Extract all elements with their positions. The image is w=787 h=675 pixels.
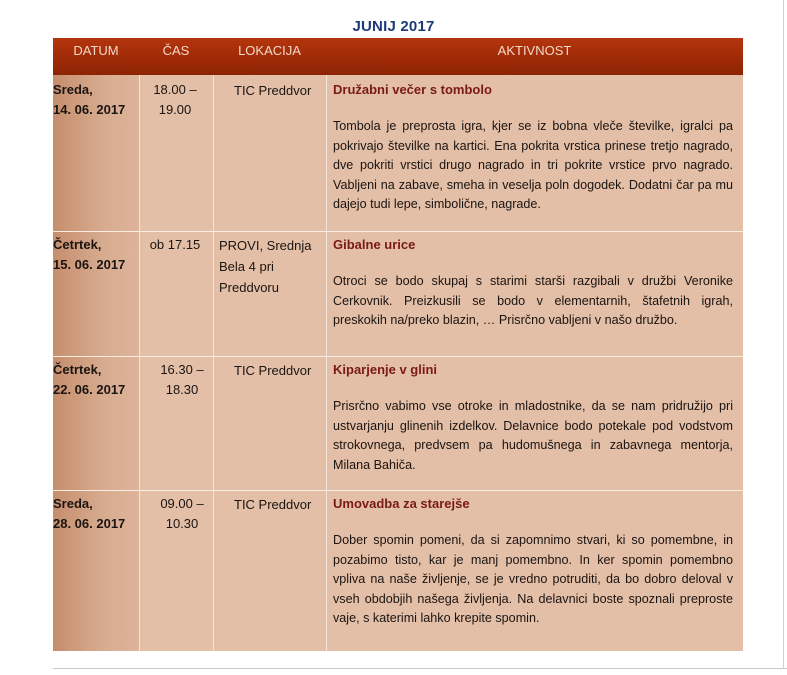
activity-description: Prisrčno vabimo vse otroke in mladostnike, da se nam pridružijo pri ustvarjanju glinenih izdelkov. Delavnice bodo potekale pod vodstvom strokovnega, predvsem pa hudomušnega in zabavnega mentorja, Milana Bahiča.	[333, 399, 733, 472]
activity-title: Družabni večer s tombolo	[333, 82, 492, 97]
header-datum: DATUM	[73, 43, 119, 58]
row-date-value: 15. 06. 2017	[53, 257, 126, 272]
row-date-value: 14. 06. 2017	[53, 102, 126, 117]
activity-title: Umovadba za starejše	[333, 496, 470, 511]
row-activity	[333, 360, 733, 475]
row-location-line: TIC Preddvor	[234, 497, 312, 512]
page-right-border	[783, 0, 784, 668]
header-aktivnost: AKTIVNOST	[497, 43, 572, 58]
row-location-line: PROVI, Srednja	[219, 238, 312, 253]
row-date-value: 28. 06. 2017	[53, 516, 126, 531]
row-location-line: Bela 4 pri	[219, 259, 274, 274]
table-header	[53, 38, 743, 75]
header-lokacija: LOKACIJA	[238, 43, 301, 58]
row-location	[219, 235, 319, 298]
row-day: Četrtek,	[53, 362, 102, 377]
row-location	[234, 80, 334, 101]
activity-description: Dober spomin pomeni, da si zapomnimo stvari, ki so pomembne, in pozabimo tisto, kar je manj pomembno. In ker spomin pomembno vpliva na naše življenje, se je vredno potruditi, da bo dobro deloval v vseh obdobjih našega življenja. Na delavnici boste spoznali preproste vaje, s katerimi lahko krepite spomin.	[333, 533, 733, 625]
row-activity	[333, 494, 733, 629]
row-time-start: 09.00 –	[160, 496, 204, 511]
row-location	[234, 360, 334, 381]
row-date	[53, 80, 139, 120]
row-location-line: TIC Preddvor	[234, 83, 312, 98]
table-row	[53, 80, 743, 230]
row-activity	[333, 80, 733, 215]
row-divider	[53, 231, 743, 232]
activity-title: Gibalne urice	[333, 237, 416, 252]
row-divider	[53, 356, 743, 357]
events-table	[53, 38, 743, 651]
row-time-end: 10.30	[165, 516, 199, 531]
row-location-line: Preddvoru	[219, 280, 279, 295]
row-time-end: 19.00	[158, 102, 192, 117]
row-day: Sreda,	[53, 496, 93, 511]
row-activity	[333, 235, 733, 331]
row-time	[144, 235, 206, 255]
row-location-line: TIC Preddvor	[234, 363, 312, 378]
row-date	[53, 235, 139, 275]
row-time-start: 18.00 –	[153, 82, 197, 97]
row-time	[151, 360, 213, 400]
row-divider	[53, 490, 743, 491]
row-date	[53, 494, 139, 534]
row-day: Sreda,	[53, 82, 93, 97]
row-time-start: ob 17.15	[149, 237, 201, 252]
row-time-end: 18.30	[165, 382, 199, 397]
page-bottom-border	[53, 668, 787, 669]
row-date-value: 22. 06. 2017	[53, 382, 126, 397]
table-row	[53, 235, 743, 355]
row-date	[53, 360, 139, 400]
page-title: JUNIJ 2017	[352, 18, 435, 35]
activity-description: Otroci se bodo skupaj s starimi starši razgibali v družbi Veronike Cerkovnik. Preizkusili se bodo v elementarnih, štafetnih igrah, preskokih na/preko blazin, … Prisrčno vabljeni v našo družbo.	[333, 274, 733, 327]
row-day: Četrtek,	[53, 237, 102, 252]
row-time-start: 16.30 –	[160, 362, 204, 377]
table-row	[53, 494, 743, 644]
activity-description: Tombola je preprosta igra, kjer se iz bobna vleče številke, igralci pa pokrivajo številke na kartici. Ena pokrita vrstica prinese tretjo nagrado, dve pokriti vrstici drugo nagrado in tri pokrite vrstice prvo nagrado. Vabljeni na zabave, smeha in veselja poln dogodek. Dodatni čar pa mu dajejo tudi lepe, simbolične, nagrade.	[333, 119, 733, 211]
header-cas: ČAS	[162, 43, 190, 58]
activity-title: Kiparjenje v glini	[333, 362, 438, 377]
row-time	[144, 80, 206, 120]
row-location	[234, 494, 334, 515]
table-row	[53, 360, 743, 490]
row-time	[151, 494, 213, 534]
